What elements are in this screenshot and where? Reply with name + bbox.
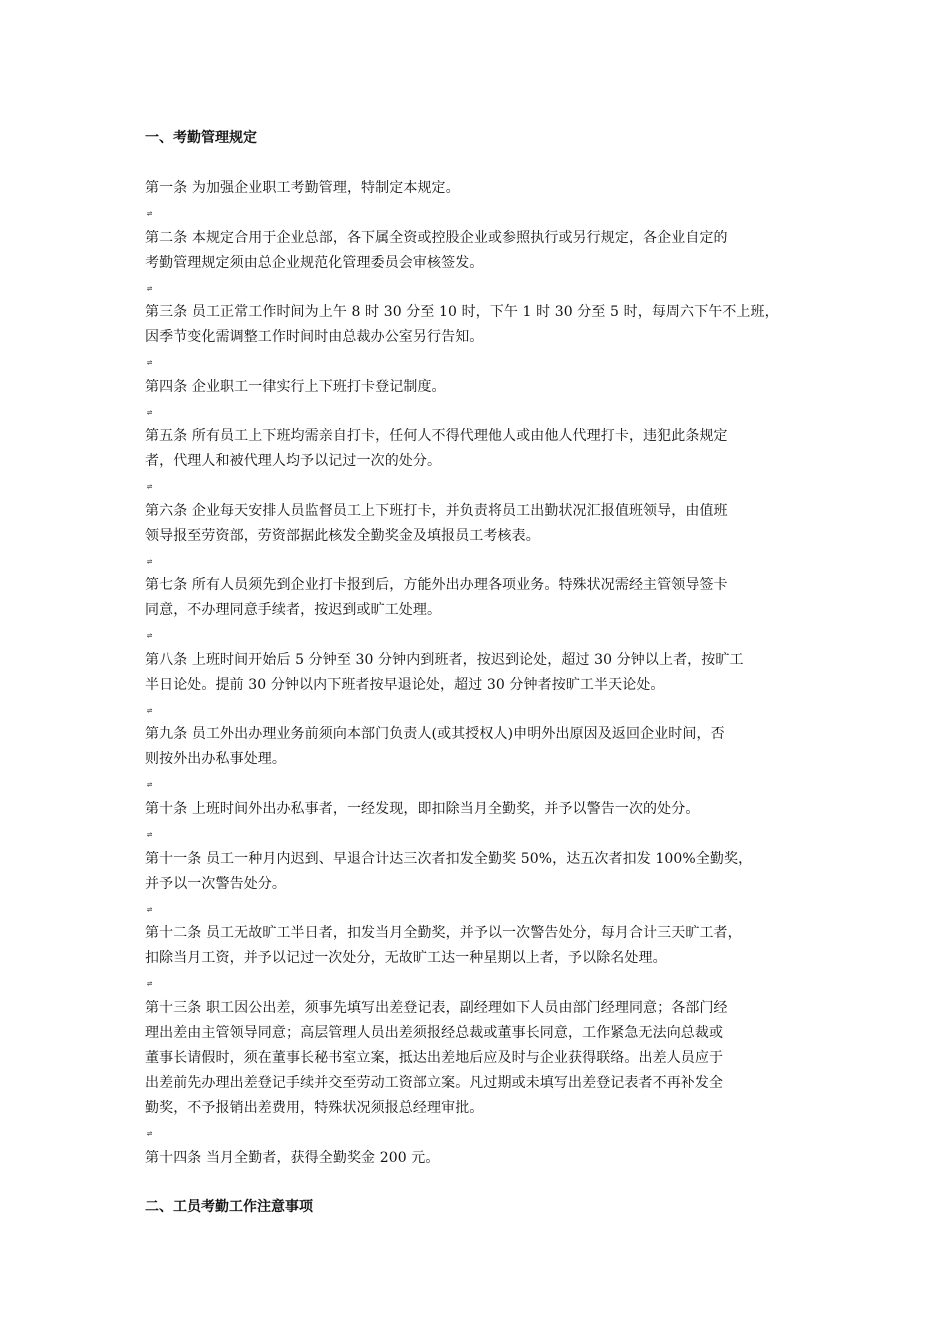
section-heading-2: 二、工员考勤工作注意事项	[145, 1199, 313, 1215]
article-13-line-5: 勤奖，不予报销出差费用，特殊状况须报总经理审批。	[145, 1100, 484, 1116]
separator-mark: ⇌	[147, 706, 153, 716]
separator-mark: ⇌	[147, 284, 153, 294]
separator-mark: ⇌	[147, 830, 153, 840]
article-13-line-4: 出差前先办理出差登记手续并交至劳动工资部立案。凡过期或未填写出差登记表者不再补发全	[145, 1075, 724, 1091]
separator-mark: ⇌	[147, 979, 153, 989]
article-2-line-1: 第二条 本规定合用于企业总部，各下属全资或控股企业或参照执行或另行规定，各企业自定的	[145, 230, 728, 246]
separator-mark: ⇌	[147, 358, 153, 368]
article-8-line-1: 第八条 上班时间开始后 5 分钟至 30 分钟内到班者，按迟到论处，超过 30 分钟以上者，按旷工	[145, 652, 744, 668]
article-11-line-2: 并予以一次警告处分。	[145, 876, 286, 892]
section-heading-1: 一、考勤管理规定	[145, 130, 257, 146]
article-8-line-2: 半日论处。提前 30 分钟以内下班者按早退论处，超过 30 分钟者按旷工半天论处。	[145, 677, 665, 693]
article-13-line-1: 第十三条 职工因公出差，须事先填写出差登记表，副经理如下人员由部门经理同意；各部门经	[145, 1000, 728, 1016]
article-10-line-1: 第十条 上班时间外出办私事者，一经发现，即扣除当月全勤奖，并予以警告一次的处分。	[145, 801, 700, 817]
article-5-line-2: 者，代理人和被代理人均予以记过一次的处分。	[145, 453, 442, 469]
separator-mark: ⇌	[147, 482, 153, 492]
article-3-line-1: 第三条 员工正常工作时间为上午 8 时 30 分至 10 时，下午 1 时 30 分至 5 时，每周六下午不上班，	[145, 304, 779, 320]
article-2-line-2: 考勤管理规定须由总企业规范化管理委员会审核签发。	[145, 255, 484, 271]
article-6-line-1: 第六条 企业每天安排人员监督员工上下班打卡，并负责将员工出勤状况汇报值班领导，由值班	[145, 503, 728, 519]
separator-mark: ⇌	[147, 905, 153, 915]
article-14-line-1: 第十四条 当月全勤者，获得全勤奖金 200 元。	[145, 1150, 440, 1166]
separator-mark: ⇌	[147, 408, 153, 418]
article-9-line-1: 第九条 员工外出办理业务前须向本部门负责人(或其授权人)申明外出原因及返回企业时间，否	[145, 726, 725, 742]
article-13-line-3: 董事长请假时，须在董事长秘书室立案，抵达出差地后应及时与企业获得联络。出差人员应于	[145, 1050, 724, 1066]
article-12-line-2: 扣除当月工资，并予以记过一次处分，无故旷工达一种星期以上者，予以除名处理。	[145, 950, 667, 966]
article-3-line-2: 因季节变化需调整工作时间时由总裁办公室另行告知。	[145, 329, 484, 345]
separator-mark: ⇌	[147, 1129, 153, 1139]
article-5-line-1: 第五条 所有员工上下班均需亲自打卡，任何人不得代理他人或由他人代理打卡，违犯此条规定	[145, 428, 728, 444]
separator-mark: ⇌	[147, 209, 153, 219]
article-12-line-1: 第十二条 员工无故旷工半日者，扣发当月全勤奖，并予以一次警告处分，每月合计三天旷工者，	[145, 925, 742, 941]
article-6-line-2: 领导报至劳资部，劳资部据此核发全勤奖金及填报员工考核表。	[145, 528, 540, 544]
article-7-line-1: 第七条 所有人员须先到企业打卡报到后，方能外出办理各项业务。特殊状况需经主管领导签卡	[145, 577, 728, 593]
article-4-line-1: 第四条 企业职工一律实行上下班打卡登记制度。	[145, 379, 446, 395]
separator-mark: ⇌	[147, 631, 153, 641]
article-13-line-2: 理出差由主管领导同意；高层管理人员出差须报经总裁或董事长同意，工作紧急无法向总裁或	[145, 1025, 724, 1041]
article-1-line-1: 第一条 为加强企业职工考勤管理，特制定本规定。	[145, 180, 460, 196]
separator-mark: ⇌	[147, 780, 153, 790]
article-7-line-2: 同意，不办理同意手续者，按迟到或旷工处理。	[145, 602, 442, 618]
article-11-line-1: 第十一条 员工一种月内迟到、早退合计达三次者扣发全勤奖 50%，达五次者扣发 100%全勤奖，	[145, 851, 753, 867]
article-9-line-2: 则按外出办私事处理。	[145, 751, 286, 767]
separator-mark: ⇌	[147, 557, 153, 567]
